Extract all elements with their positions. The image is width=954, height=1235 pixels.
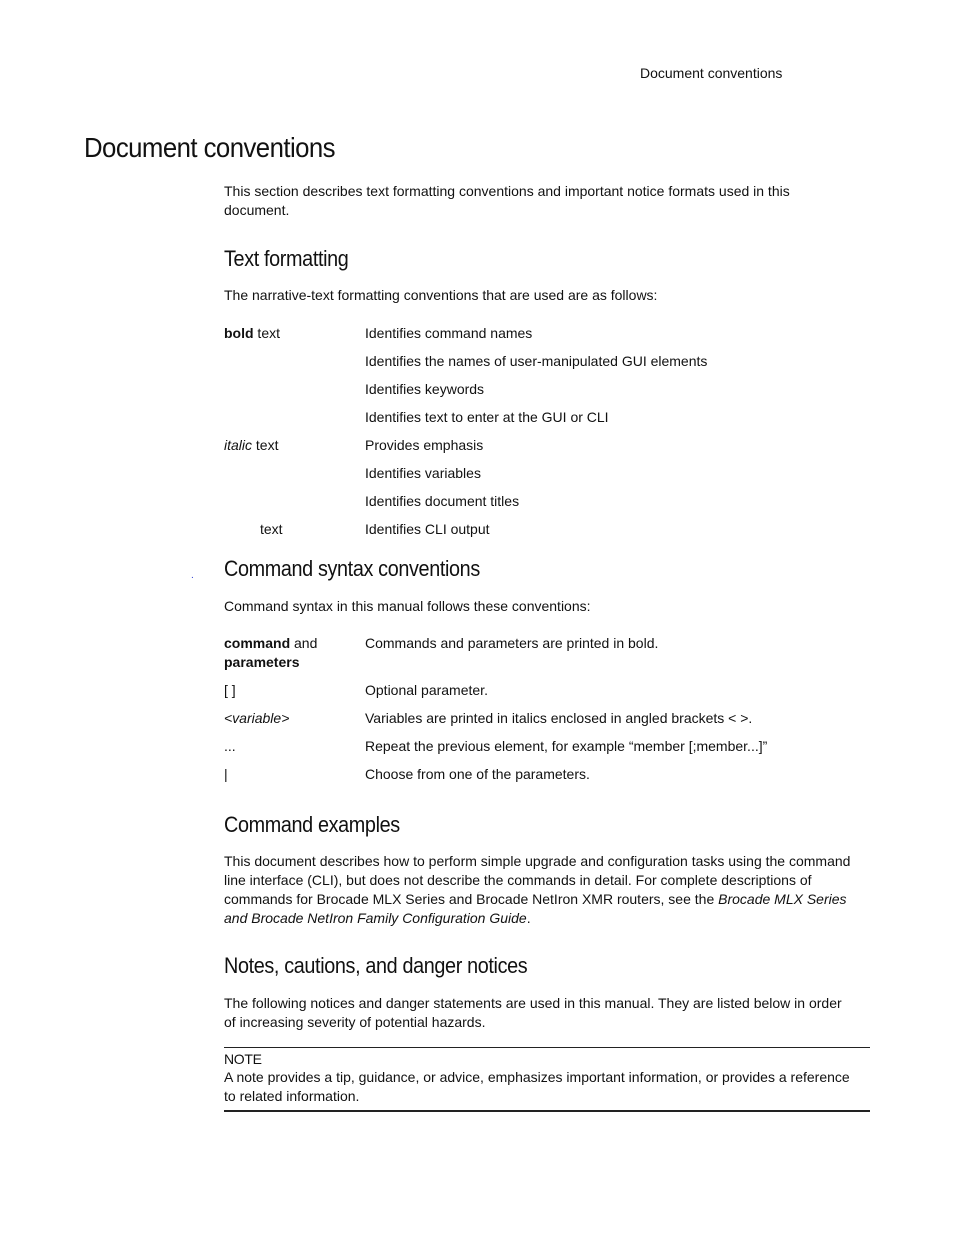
syntax-desc: Commands and parameters are printed in bold. xyxy=(365,635,659,651)
note-text: A note provides a tip, guidance, or advice, emphasizes important information, or provides a reference to related information. xyxy=(224,1069,850,1104)
syntax-term: [ ] xyxy=(224,682,236,698)
format-desc: Identifies keywords xyxy=(365,381,485,397)
running-header: Document conventions xyxy=(640,65,783,81)
syntax-term: command and parameters xyxy=(224,635,318,670)
format-desc: Identifies variables xyxy=(365,465,481,481)
text-formatting-lead: The narrative-text formatting conventions that are used are as follows: xyxy=(224,287,658,303)
section-heading-text-formatting: Text formatting xyxy=(224,246,349,271)
format-desc: Provides emphasis xyxy=(365,437,484,453)
format-desc: Identifies command names xyxy=(365,325,533,341)
format-term: bold text xyxy=(224,325,281,341)
note-box xyxy=(224,1047,870,1112)
format-desc: Identifies document titles xyxy=(365,493,520,509)
syntax-desc: Choose from one of the parameters. xyxy=(365,766,590,782)
note-label: NOTE xyxy=(224,1051,262,1067)
command-syntax-lead: Command syntax in this manual follows these conventions: xyxy=(224,598,591,614)
format-desc: Identifies the names of user-manipulated GUI elements xyxy=(365,353,708,369)
margin-marker: . xyxy=(191,570,194,581)
syntax-term: <variable> xyxy=(224,710,290,726)
format-term: italic text xyxy=(224,437,279,453)
section-heading-command-examples: Command examples xyxy=(224,812,400,837)
guide-title: Brocade MLX Series and Brocade NetIron Family Configuration Guide xyxy=(224,891,847,926)
page-title: Document conventions xyxy=(84,132,336,163)
intro-paragraph: This section describes text formatting conventions and important notice formats used in this document. xyxy=(224,183,790,218)
format-desc: Identifies text to enter at the GUI or CLI xyxy=(365,409,609,425)
syntax-term: ... xyxy=(224,738,236,754)
format-desc: Identifies CLI output xyxy=(365,521,490,537)
syntax-desc: Repeat the previous element, for example “member [;member...]” xyxy=(365,738,768,754)
section-heading-command-syntax: Command syntax conventions xyxy=(224,556,480,581)
command-examples-paragraph: This document describes how to perform simple upgrade and configuration tasks using the command line interface (CLI), but does not describe the commands in detail. For complete descriptions of commands for Brocade MLX Series and Brocade NetIron XMR routers, see the Brocade MLX Series and Brocade NetIron Family Configuration Guide. xyxy=(224,853,851,926)
format-term: text xyxy=(260,521,283,537)
notices-paragraph: The following notices and danger statements are used in this manual. They are listed below in order of increasing severity of potential hazards. xyxy=(224,995,842,1030)
syntax-term: | xyxy=(224,766,228,782)
section-heading-notices: Notes, cautions, and danger notices xyxy=(224,953,528,978)
syntax-desc: Optional parameter. xyxy=(365,682,488,698)
syntax-desc: Variables are printed in italics enclosed in angled brackets < >. xyxy=(365,710,753,726)
